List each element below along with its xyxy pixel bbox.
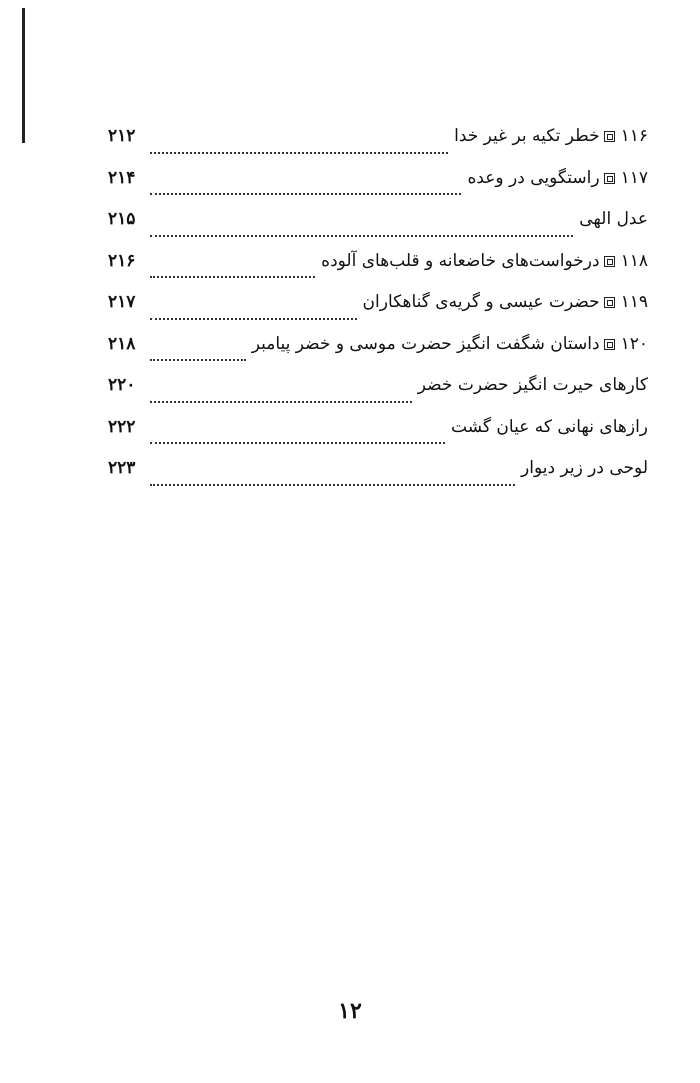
entry-number: ۱۱۸ [620, 250, 648, 271]
entry-title: خطر تکیه بر غیر خدا [454, 126, 600, 146]
toc-entry-119[interactable] [108, 294, 648, 336]
dot-leader [150, 318, 357, 320]
dot-leader [150, 442, 445, 444]
entry-page-number: ۲۱۴ [108, 167, 136, 188]
toc-entry-118[interactable] [108, 250, 648, 295]
dot-leader [150, 401, 412, 403]
page-number: ۱۲ [338, 998, 362, 1024]
entry-title: عدل الهی [579, 209, 648, 229]
entry-title: کارهای حیرت انگیز حضرت خضر [417, 375, 648, 395]
toc-subentry-secrets[interactable] [108, 416, 648, 461]
entry-title: راستگویی در وعده [467, 167, 600, 188]
square-bullet-icon [604, 131, 615, 142]
toc-subentry-divine-justice[interactable] [108, 211, 648, 253]
dot-leader [150, 152, 448, 154]
square-bullet-icon [604, 256, 615, 267]
square-bullet-icon [604, 339, 615, 350]
toc-entry-116[interactable] [108, 128, 648, 170]
toc-entry-120[interactable] [108, 333, 648, 378]
entry-page-number: ۲۱۲ [108, 126, 136, 146]
toc-subentry-khidr-deeds[interactable] [108, 377, 648, 419]
entry-title: لوحی در زیر دیوار [521, 458, 648, 478]
entry-page-number: ۲۱۶ [108, 250, 136, 271]
entry-title: داستان شگفت انگیز حضرت موسی و خضر پیامبر [251, 333, 600, 354]
dot-leader [150, 359, 246, 361]
dot-leader [150, 484, 515, 486]
entry-number: ۱۲۰ [620, 333, 648, 354]
dot-leader [150, 276, 315, 278]
dot-leader [150, 235, 573, 237]
entry-page-number: ۲۲۰ [108, 375, 136, 395]
binding-edge-line [22, 8, 25, 143]
entry-page-number: ۲۱۸ [108, 333, 136, 354]
entry-title: رازهای نهانی که عیان گشت [451, 416, 648, 437]
entry-title: حضرت عیسی و گریه‌ی گناهکاران [362, 292, 600, 312]
toc-entry-117[interactable] [108, 167, 648, 212]
dot-leader [150, 193, 461, 195]
table-of-contents [108, 128, 648, 502]
entry-page-number: ۲۲۳ [108, 458, 136, 478]
entry-number: ۱۱۶ [620, 126, 648, 146]
entry-number: ۱۱۷ [620, 167, 648, 188]
entry-page-number: ۲۲۲ [108, 416, 136, 437]
toc-subentry-tablet[interactable] [108, 460, 648, 502]
entry-page-number: ۲۱۵ [108, 209, 136, 229]
entry-number: ۱۱۹ [620, 292, 648, 312]
square-bullet-icon [604, 173, 615, 184]
entry-title: درخواست‌های خاضعانه و قلب‌های آلوده [321, 250, 600, 271]
square-bullet-icon [604, 297, 615, 308]
entry-page-number: ۲۱۷ [108, 292, 136, 312]
